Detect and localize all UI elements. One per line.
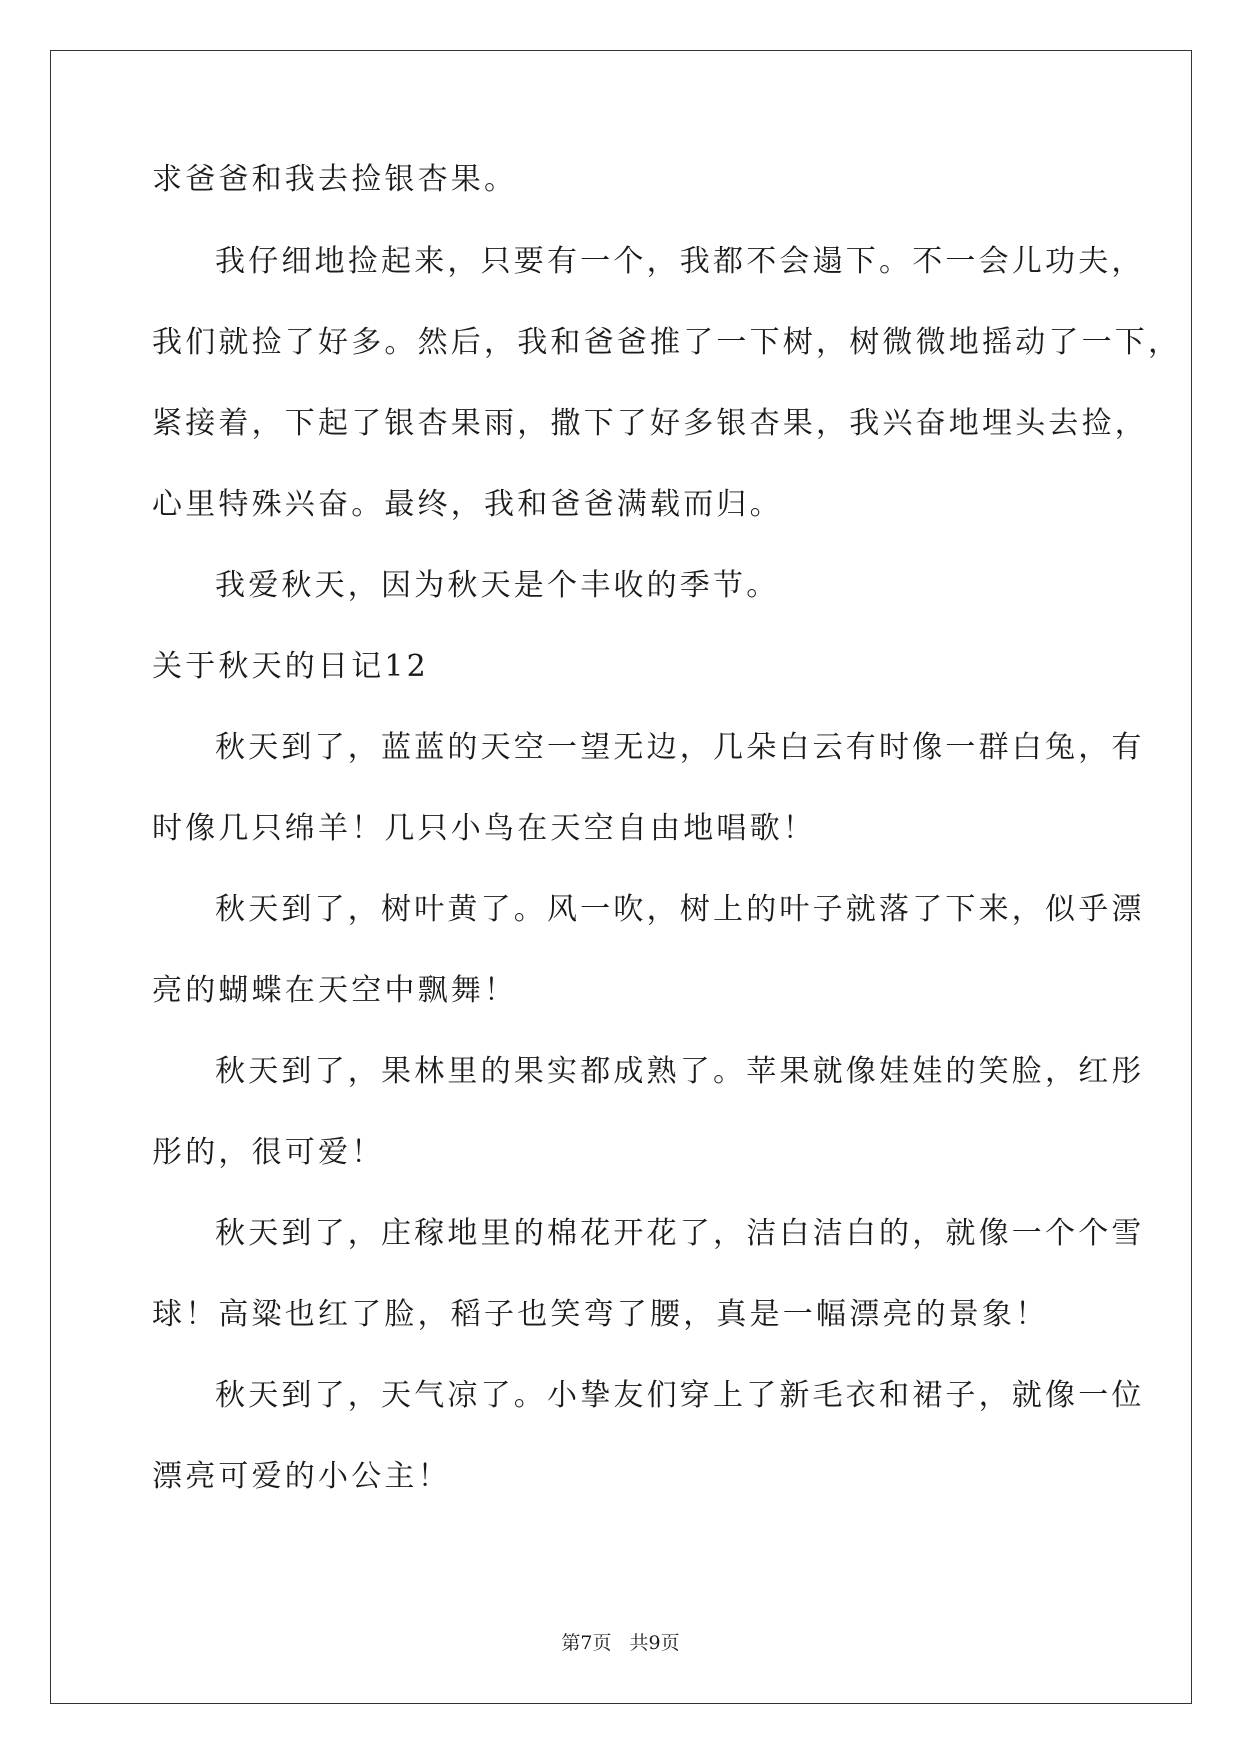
text-line: 心里特殊兴奋。最终，我和爸爸满载而归。 (152, 487, 783, 522)
text-line: 球！高粱也红了脸，稻子也笑弯了腰，真是一幅漂亮的景象！ (152, 1297, 1049, 1332)
text-line: 亮的蝴蝶在天空中飘舞！ (152, 973, 518, 1008)
page-number: 第7页 (561, 1632, 612, 1654)
text-line: 我们就捡了好多。然后，我和爸爸推了一下树，树微微地摇动了一下， (152, 325, 1182, 360)
paragraph-line: 秋天到了，天气凉了。小挚友们穿上了新毛衣和裙子，就像一位 (215, 1378, 1145, 1413)
section-heading: 关于秋天的日记12 (152, 649, 429, 684)
paragraph-line: 秋天到了，果林里的果实都成熟了。苹果就像娃娃的笑脸，红彤 (215, 1054, 1145, 1089)
text-line: 漂亮可爱的小公主！ (152, 1459, 451, 1494)
paragraph-line: 秋天到了，树叶黄了。风一吹，树上的叶子就落了下来，似乎漂 (215, 892, 1145, 927)
page-footer (0, 1630, 1241, 1656)
page-frame (50, 50, 1192, 1704)
text-line: 紧接着，下起了银杏果雨，撒下了好多银杏果，我兴奋地埋头去捡， (152, 406, 1148, 441)
text-line: 时像几只绵羊！几只小鸟在天空自由地唱歌！ (152, 811, 816, 846)
paragraph-line: 我仔细地捡起来，只要有一个，我都不会遢下。不一会儿功夫， (215, 244, 1145, 279)
text-line: 求爸爸和我去捡银杏果。 (152, 162, 518, 197)
text-line: 彤的，很可爱！ (152, 1135, 385, 1170)
paragraph-line: 秋天到了，庄稼地里的棉花开花了，洁白洁白的，就像一个个雪 (215, 1216, 1145, 1251)
paragraph-line: 秋天到了，蓝蓝的天空一望无边，几朵白云有时像一群白兔，有 (215, 730, 1145, 765)
paragraph-line: 我爱秋天，因为秋天是个丰收的季节。 (215, 568, 780, 603)
page-total: 共9页 (629, 1632, 680, 1654)
